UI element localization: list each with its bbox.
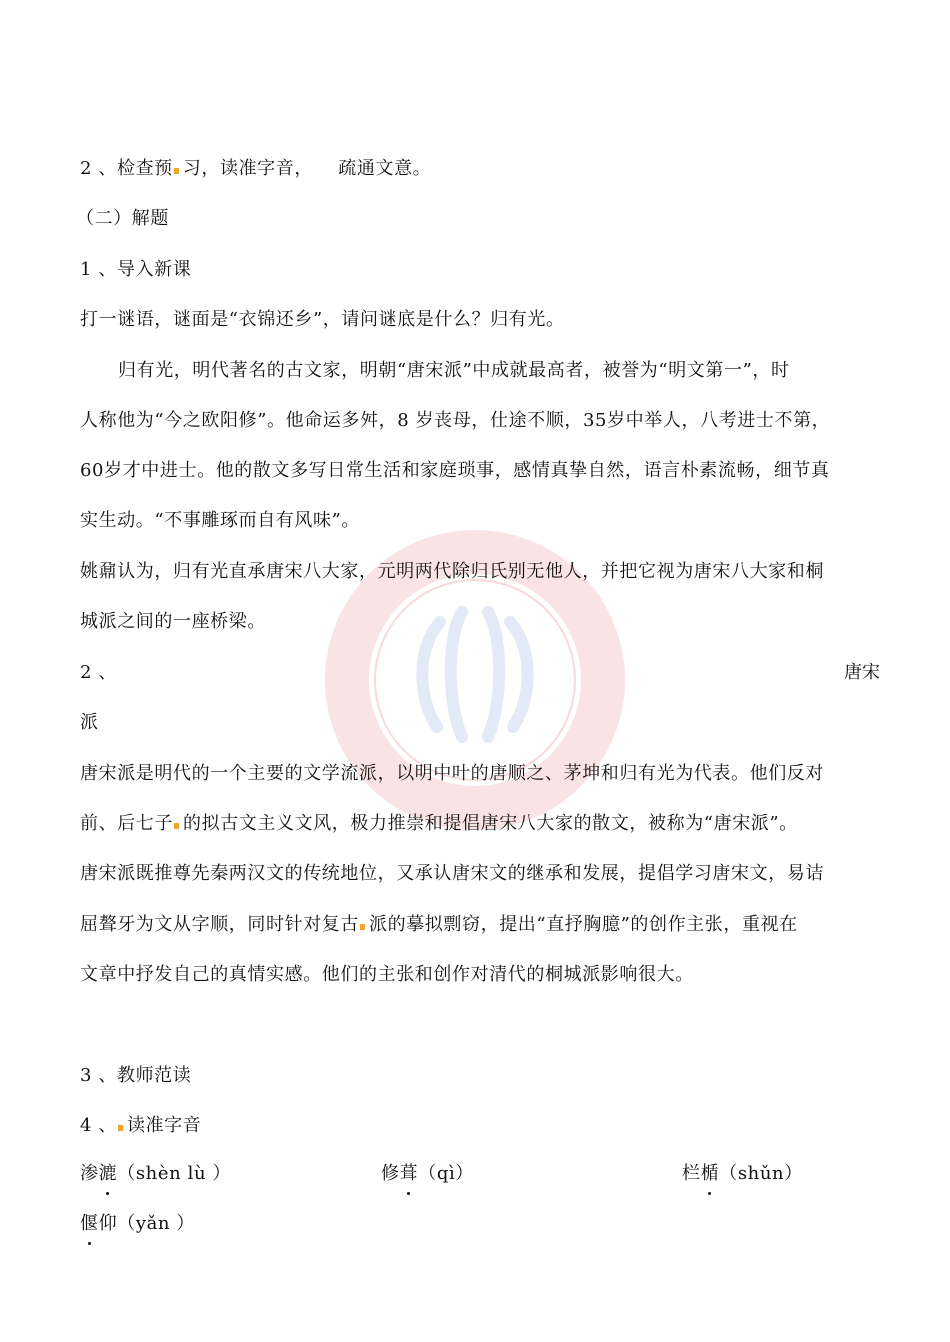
para-tangsong-line-4 — [80, 913, 798, 937]
highlight-mark — [174, 168, 179, 174]
para-tangsong-line-2b: 的拟古文主义文风，极力推崇和提倡唐宋八大家的散文，被称为“唐宋派”。 — [183, 813, 798, 834]
vocab-item-shenlu — [80, 1162, 231, 1186]
highlight-mark — [360, 924, 365, 930]
vocab-item-lanshun — [682, 1162, 803, 1186]
para-yaonai-line-2: 城派之间的一座桥梁。 — [80, 611, 266, 632]
vocab-char: 修 — [381, 1163, 400, 1184]
para-tangsong-line-1: 唐宋派是明代的一个主要的文学流派，以明中叶的唐顺之、茅坤和归有光为代表。他们反对 — [80, 763, 824, 784]
vocab-pinyin: （shèn lù ） — [117, 1163, 232, 1184]
sub-heading-intro: 1 、导入新课 — [80, 259, 192, 280]
vocab-char-dotted: 楯 — [700, 1163, 720, 1184]
sub-heading-3-teacher-reading: 3 、教师范读 — [80, 1065, 192, 1086]
para-author-line-4: 实生动。“不事雕琢而自有风味”。 — [80, 510, 361, 531]
sub-heading-2-title-b: 派 — [80, 712, 99, 733]
sub-heading-2-number: 2 、 — [80, 662, 117, 683]
para-tangsong-line-2a: 前、后七子 — [80, 813, 173, 834]
vocab-pinyin: （shǔn） — [719, 1163, 803, 1184]
para-author-line-2: 人称他为“今之欧阳修”。他命运多舛，8 岁丧母，仕途不顺，35岁中举人，八考进士不第， — [80, 410, 831, 431]
step-2-text-c: 疏通文意。 — [338, 158, 432, 179]
para-author-line-3: 60岁才中进士。他的散文多写日常生活和家庭琐事，感情真挚自然，语言朴素流畅，细节真 — [80, 460, 830, 481]
sub-heading-2-title-a: 唐宋 — [844, 662, 880, 683]
para-tangsong-line-4b: 派的摹拟剽窃，提出“直抒胸臆”的创作主张，重视在 — [369, 914, 798, 935]
para-tangsong-line-4a: 屈聱牙为文从字顺，同时针对复古 — [80, 914, 359, 935]
vocab-char-dotted: 偃 — [80, 1213, 99, 1234]
vocab-item-xiuqi — [381, 1162, 474, 1186]
highlight-mark — [174, 823, 179, 829]
sub-heading-4-pronunciation — [80, 1114, 201, 1138]
step-2-text-b: 习，读准字音， — [182, 158, 313, 179]
vocab-pinyin: （qì） — [418, 1163, 474, 1184]
para-tangsong-line-3: 唐宋派既推尊先秦两汉文的传统地位，又承认唐宋文的继承和发展，提倡学习唐宋文，易诘 — [80, 863, 824, 884]
vocab-char: 栏 — [682, 1163, 701, 1184]
vocab-char: 渗 — [80, 1163, 99, 1184]
vocab-char-dotted: 葺 — [399, 1163, 419, 1184]
sub-heading-4-title: 读准字音 — [126, 1115, 202, 1136]
step-2-check-preview — [80, 157, 431, 181]
para-author-line-1: 归有光，明代著名的古文家，明朝“唐宋派”中成就最高者，被誉为“明文第一”，时 — [118, 360, 790, 381]
para-tangsong-line-5: 文章中抒发自己的真情实感。他们的主张和创作对清代的桐城派影响很大。 — [80, 964, 694, 985]
section-heading-jieti: （二）解题 — [76, 208, 169, 229]
highlight-mark — [118, 1125, 123, 1131]
vocab-item-yanyang — [80, 1212, 195, 1236]
vocab-char: 仰 — [98, 1213, 118, 1234]
step-2-text-a: 2 、检查预 — [80, 158, 173, 179]
vocab-char-dotted: 漉 — [98, 1163, 118, 1184]
para-tangsong-line-2 — [80, 812, 798, 836]
vocab-pinyin: （yǎn ） — [117, 1213, 196, 1234]
para-yaonai-line-1: 姚鼐认为，归有光直承唐宋八大家，元明两代除归氏别无他人，并把它视为唐宋八大家和桐 — [80, 561, 824, 582]
sub-heading-4-number: 4 、 — [80, 1115, 117, 1136]
riddle-line: 打一谜语，谜面是“衣锦还乡”，请问谜底是什么？归有光。 — [80, 309, 565, 330]
